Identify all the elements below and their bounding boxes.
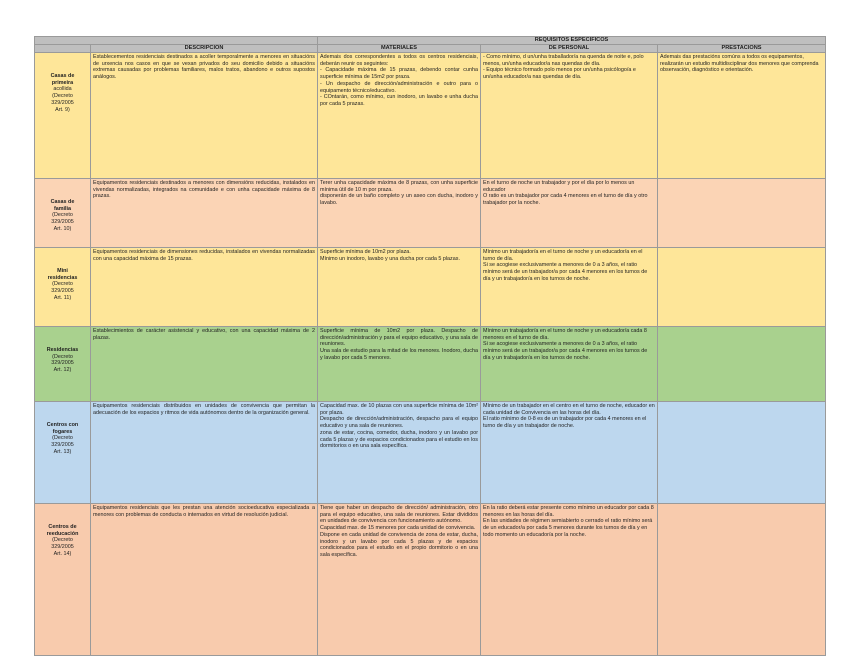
center-type-line: residencias <box>47 274 78 281</box>
personal-line: Mínimo de un trabajador en el centro en el turno de noche, educador en cada unidad de Convivencia en las horas del día. <box>483 403 655 416</box>
personal-line: En el turno de noche un trabajador y por el día por lo menos un educador <box>483 180 635 193</box>
materials-line: Tiene que haber un despacho de dirección/ administración, otro para el equipo educativo, una sala de reuniones. Estar divididos en unidades de convivencia con funcionamiento autónomo. <box>320 505 478 525</box>
materials-line: Ademais dos correspondentes a todos os centros residenciais, deberán reunir os seguintes: <box>320 54 478 67</box>
table-row <box>35 504 826 656</box>
materials-line: zona de estar, cocina, comedor, ducha, inodoro y un lavabo por cada 5 plazas y de espacios condicionados para el estudio en los dormitorios o en una sala específica. <box>320 429 478 450</box>
center-type-line: Casas de <box>50 199 75 205</box>
materials-cell <box>318 53 481 179</box>
prestaciones-cell <box>658 248 826 327</box>
center-type-line: Residencias <box>46 347 79 353</box>
header-materiales: MATERIALES <box>318 45 481 53</box>
prestaciones-cell: Ademais das prestacións comúns a todos os equipamentos, realizarán un estudio multidisciplinar dos menores que comprenda observación, diagnóstico e orientación. <box>658 53 826 179</box>
center-type-line: acollida <box>53 86 72 93</box>
header-type-blank <box>35 45 91 53</box>
description-cell: Equipamentos residenciais distribuidos en unidades de convivencia que permitan la adecuación de los espacios y ritmos de vida autónomos dentro de la organización general. <box>91 402 318 504</box>
personal-cell <box>481 53 658 179</box>
materials-cell <box>318 179 481 248</box>
materials-cell <box>318 504 481 656</box>
personal-line: El ratio mínimo de 0-8 es de un trabajador por cada 4 menores en el turno de día y un trabajador de noche. <box>483 416 647 430</box>
description-cell: Equipamentos residenciais destinados a menores con dimensións reducidas, instalados en vivendas normalizadas, integrados na comunidade e con unha capacidade máxima de 8 prazas. <box>91 179 318 248</box>
center-type-cell <box>35 504 91 656</box>
personal-line: O ratio es un trabajador por cada 4 menores en el turno de día y otro trabajador por la noche. <box>483 193 648 207</box>
center-type-line: (Decreto <box>52 353 73 360</box>
center-type-line: (Decreto <box>52 435 73 442</box>
materials-line: disponerán de un baño completo y un aseo con ducha, inodoro y lavabo. <box>320 193 478 207</box>
materials-line: Capacidad max. de 10 plazas con una superficie mínima de 10m² por plaza. <box>320 403 478 416</box>
center-type-line: familia <box>53 205 72 212</box>
personal-cell <box>481 327 658 402</box>
center-type-line: primeira <box>51 79 74 86</box>
header-group-row <box>35 37 826 45</box>
center-type-line: (Decreto <box>52 212 73 219</box>
materials-cell <box>318 402 481 504</box>
center-type-cell <box>35 53 91 179</box>
prestaciones-cell <box>658 179 826 248</box>
personal-line: En las unidades de régimen semiabierto o cerrado el ratio mínimo será de un educador/a por cada 5 menores durante los turnos de día y en todo momento un educador/a por la noche. <box>483 518 653 538</box>
personal-cell <box>481 179 658 248</box>
personal-line: Si se acogiese exclusivamente a menores de 0 a 3 años, el ratio mínimo será de un trabajador/a por cada 4 menores en los turnos de día y un trabajador/a en los turnos de noche. <box>483 262 648 282</box>
personal-cell <box>481 402 658 504</box>
materials-line: Despacho de dirección/administración, despacho para el equipo educativo y una sala de reuniones. <box>320 416 478 430</box>
materials-line: Una sala de estudio para la mitad de los menores. Inodoro, ducha y lavabo por cada 5 menores. <box>320 348 478 361</box>
materials-cell <box>318 248 481 327</box>
materials-line: Superficie mínima de 10m2 por plaza. <box>320 249 411 255</box>
table-row <box>35 327 826 402</box>
personal-line: - Como mínimo, d un/unha traballador/a na quenda de noite e, polo menos, un/unha educador/a nas quendas de día. <box>483 54 644 67</box>
center-type-cell <box>35 179 91 248</box>
center-type-line: 329/2005 <box>51 99 74 106</box>
header-requisitos: REQUISITOS ESPECÍFICOS <box>318 37 826 45</box>
table-row <box>35 248 826 327</box>
prestaciones-cell <box>658 504 826 656</box>
center-type-line: Art. 9) <box>55 106 70 113</box>
table-row <box>35 179 826 248</box>
center-type-line: 329/2005 <box>51 219 74 226</box>
prestaciones-cell <box>658 402 826 504</box>
center-type-line: Centros de <box>48 524 77 530</box>
center-type-line: Art. 13) <box>53 448 72 455</box>
table-body <box>35 53 826 656</box>
description-cell: Equipamentos residenciais que les prestan una atención socioeducativa especializada a menores con problemas de conducta o internados en virtud de resolución judicial. <box>91 504 318 656</box>
materials-line: Dispone en cada unidad de convivencia de zona de estar, ducha, inodoro y un lavabo por cada 5 plazas y de espacios condicionados para el estudio en el propio dormitorio o en una sala específica. <box>320 531 478 558</box>
materials-line: - Capacidade máxima de 15 prazas, debendo contar cunha superficie mínima de 15m2 por praza. <box>320 67 478 81</box>
materials-line: - COntarán, como mínimo, cun inodoro, un lavabo e unha ducha por cada 5 prazas. <box>320 94 478 107</box>
header-columns-row <box>35 45 826 53</box>
personal-cell <box>481 248 658 327</box>
center-type-cell <box>35 402 91 504</box>
center-type-line: Casas de <box>50 73 75 79</box>
center-type-line: (Decreto <box>52 93 73 100</box>
table-row <box>35 53 826 179</box>
materials-line: Mínimo un inodoro, lavabo y una ducha por cada 5 plazas. <box>320 255 460 262</box>
header-personal: DE PERSONAL <box>481 45 658 53</box>
center-type-line: (Decreto <box>52 281 73 288</box>
header-blank <box>35 37 318 45</box>
materials-cell <box>318 327 481 402</box>
materials-line: Capacidad max. de 15 menores por cada unidad de convivencia. <box>320 525 476 532</box>
personal-line: - Equipo técnico formado polo menos por un/unha psicólogo/a e un/unha educador/a nas quendas de día. <box>483 67 636 81</box>
materials-line: Terer unha capacidade máxima de 8 prazas, con unha superficie mínima útil de 10 m por praza. <box>320 180 478 193</box>
description-cell: Establecementos residenciais destinados a acoller temporalmente a menores en situacións de urxencia nos casos en que se vexan privados do seu domicilio debido a situacións extremas causadas por problemas familiares, malos tratos, abandono e outros supostos análogos. <box>91 53 318 179</box>
center-type-line: 329/2005 <box>51 544 74 551</box>
header-descripcion: DESCRIPCIÓN <box>91 45 318 53</box>
personal-line: En la ratio deberá estar presente como mínimo un educador por cada 8 menores en las horas del día. <box>483 505 654 518</box>
center-type-line: Centros con <box>46 422 79 428</box>
center-type-line: Art. 12) <box>53 367 72 374</box>
center-type-cell <box>35 248 91 327</box>
center-type-line: Mini <box>57 268 68 274</box>
center-type-line: (Decreto <box>52 537 73 544</box>
center-type-line: fogares <box>52 428 73 435</box>
personal-line: Mínimo un trabajador/a en el turno de noche y un educador/a cada 8 menores en el turno de día. <box>483 328 647 341</box>
materials-line: - Un despacho de dirección/administración e outro para o equipamento técnico/educativo. <box>320 80 478 94</box>
center-type-line: 329/2005 <box>51 360 74 367</box>
header-prestaciones: PRESTACIÓNS <box>658 45 826 53</box>
center-type-line: Art. 10) <box>53 225 72 232</box>
prestaciones-cell <box>658 327 826 402</box>
center-type-line: 329/2005 <box>51 288 74 295</box>
materials-line: Superficie mínima de 10m2 por plaza. Despacho de dirección/administración y para el equipo educativo, y una sala de reuniones. <box>320 328 478 348</box>
table-row <box>35 402 826 504</box>
center-type-line: Art. 14) <box>53 550 72 557</box>
center-type-line: 329/2005 <box>51 442 74 449</box>
center-type-line: reeducación <box>46 530 79 537</box>
center-type-cell <box>35 327 91 402</box>
description-cell: Establecimientos de carácter asistencial y educativo, con una capacidad máxima de 2 plazas. <box>91 327 318 402</box>
personal-line: Si se acogiese exclusivamente a menores de 0 a 3 años, el ratio mínimo será de un trabajador/a por cada 4 menores en los turnos de día y un trabajador/a en los turnos de noche. <box>483 341 648 361</box>
center-type-line: Art. 11) <box>53 294 72 301</box>
personal-line: Mínimo un trabajador/a en el turno de noche y un educador/a en el turno de día. <box>483 249 643 262</box>
residential-centers-table <box>34 36 826 656</box>
description-cell: Equipamentos residenciais de dimensiones reducidas, instalados en vivendas normalizadas con una capacidad máxima de 15 prazas. <box>91 248 318 327</box>
personal-cell <box>481 504 658 656</box>
